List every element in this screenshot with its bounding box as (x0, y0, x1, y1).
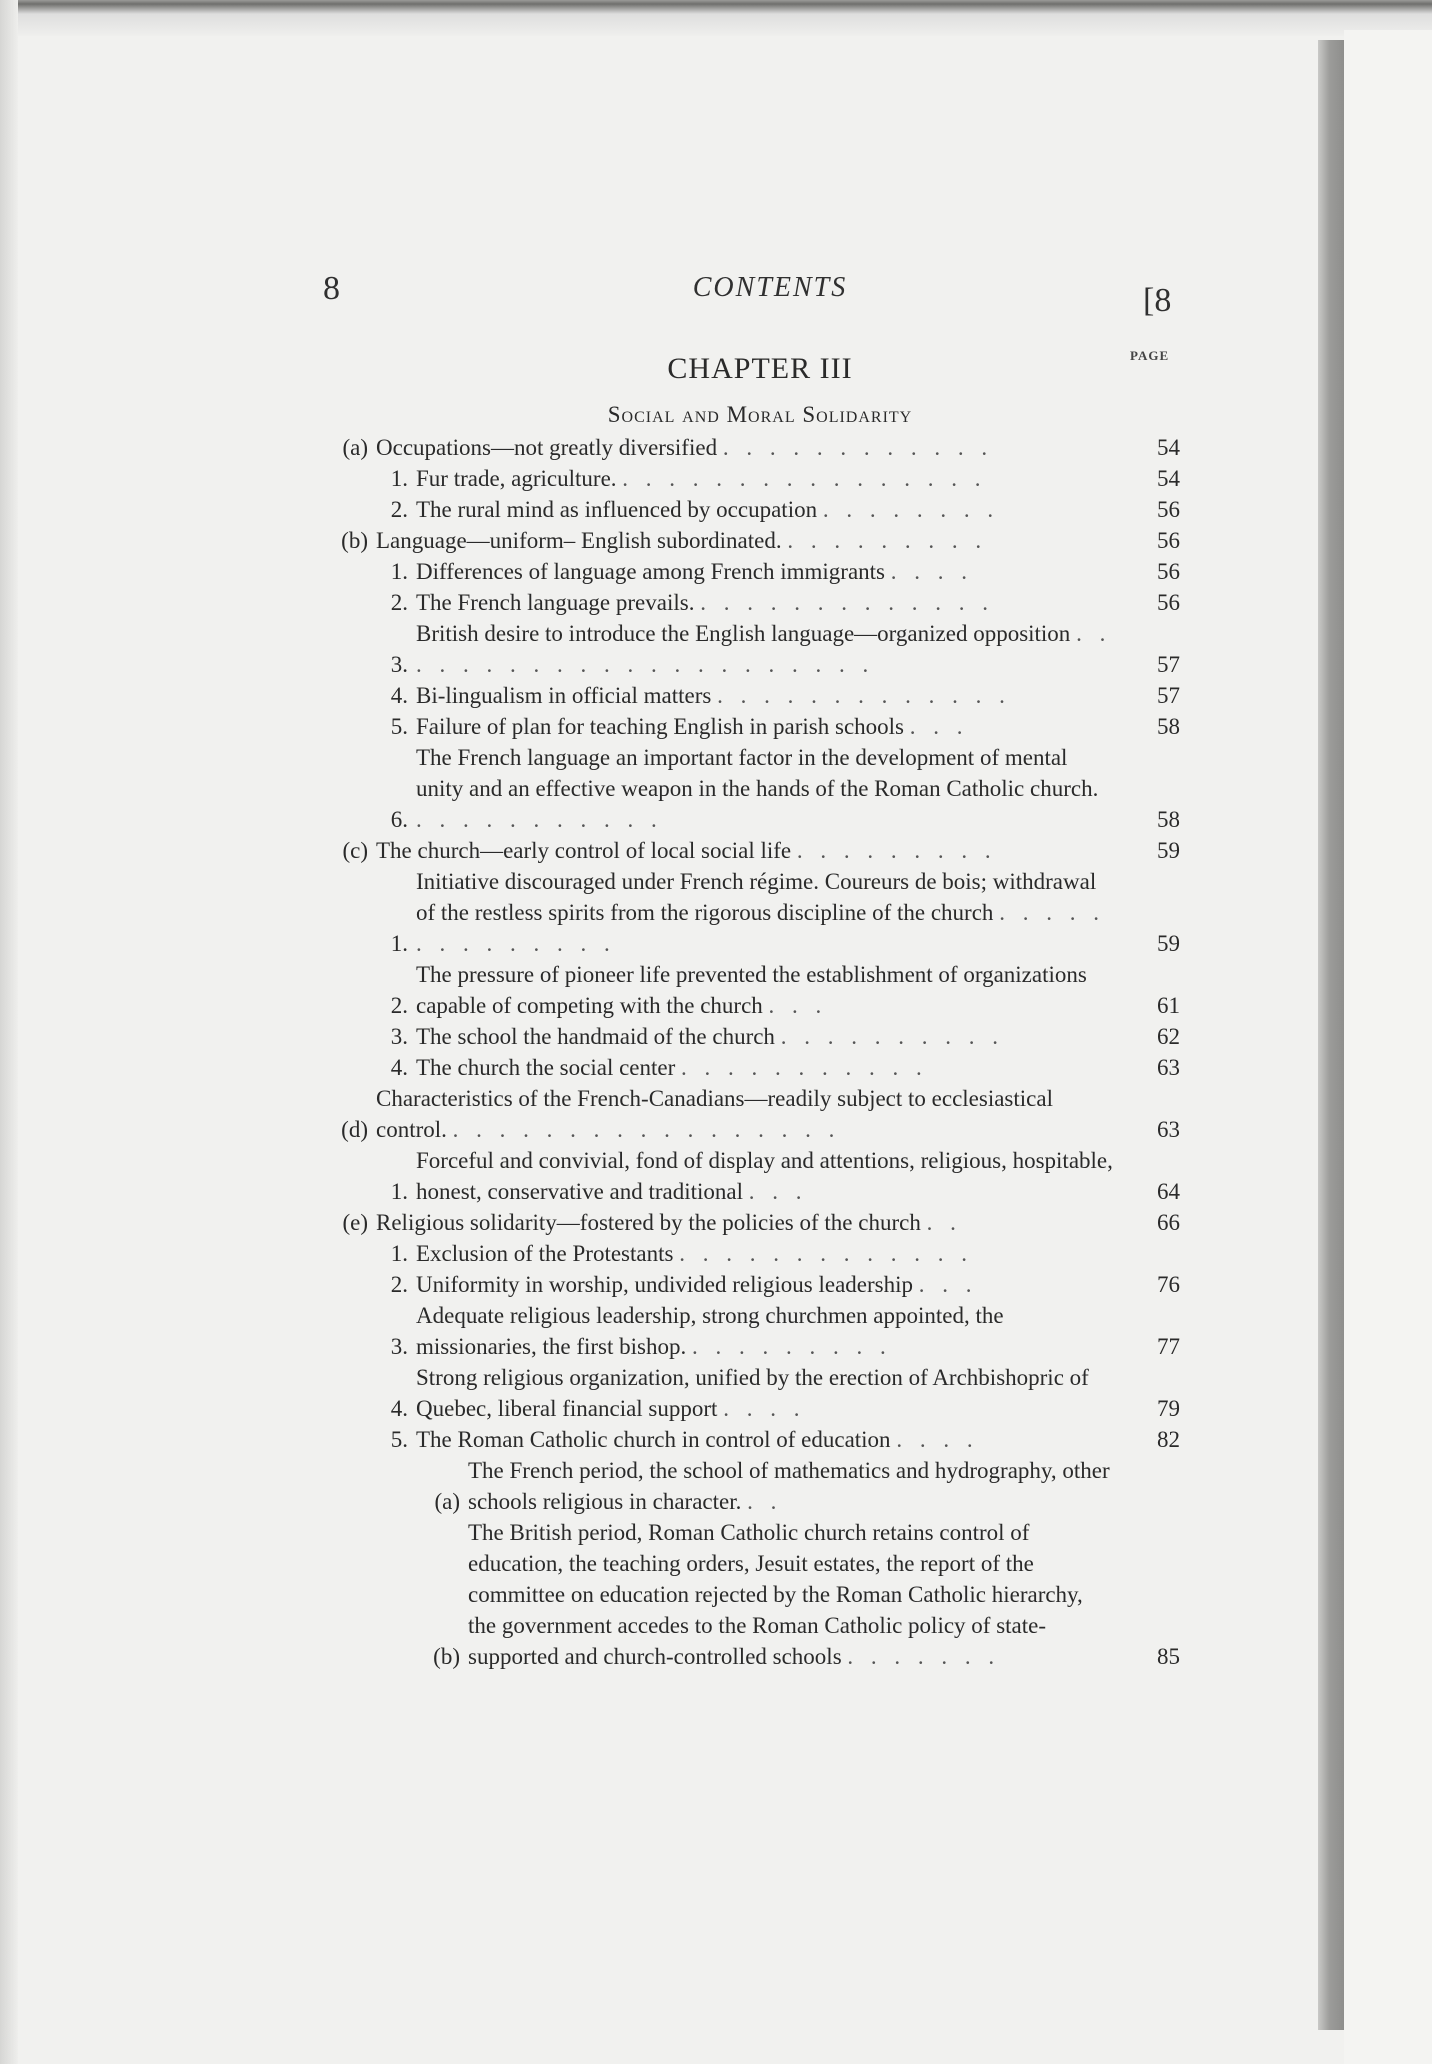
toc-entry-text-wrap (416, 1021, 1114, 1052)
toc-entry-text-wrap (376, 525, 1114, 556)
toc-entry-text-wrap (416, 959, 1114, 1021)
toc-entry-leader: . . . . . . . . (822, 497, 1000, 522)
toc-entry-marker: 5. (390, 1427, 408, 1452)
toc-entry-page: 57 (1157, 652, 1180, 677)
toc-entry-text-wrap (416, 618, 1114, 680)
toc-entry-text-wrap (416, 463, 1114, 494)
toc-entry-leader: . . . . (896, 1427, 979, 1452)
toc-entry-text: Language—uniform– English subordinated. (376, 528, 782, 553)
toc-entry-leader: . . . . . . . . . (691, 1334, 892, 1359)
toc-entry-leader: . . . . (890, 559, 974, 584)
toc-entry-marker: (d) (341, 1117, 368, 1142)
toc-entry (300, 556, 1180, 587)
toc-entry-text: Differences of language among French immigrants (416, 559, 886, 584)
toc-entry-marker: 4. (390, 683, 408, 708)
toc-entry-page: 62 (1157, 1024, 1180, 1049)
toc-entry (300, 1362, 1180, 1424)
toc-entry (300, 866, 1180, 959)
toc-entry-text: The Roman Catholic church in control of education (416, 1427, 891, 1452)
toc-entry-page: 56 (1157, 590, 1180, 615)
page-top-edge (0, 0, 1432, 36)
toc-entry-leader: . . . . . . . . . . . . (722, 435, 994, 460)
toc-entry-leader: . . . (909, 714, 969, 739)
toc-entry-leader: . . . . . . . . . . . . . (717, 683, 1011, 708)
toc-entry-text: Failure of plan for teaching English in parish schools (416, 714, 905, 739)
toc-entry-leader: . . . . . . . . . (796, 838, 997, 863)
toc-entry-page: 63 (1157, 1117, 1180, 1142)
toc-entry-page: 64 (1157, 1179, 1180, 1204)
toc-entry-leader: . . . . . . . . . . . (681, 1055, 928, 1080)
toc-entry-page: 57 (1157, 683, 1180, 708)
toc-entry-text: British desire to introduce the English language—organized opposition (416, 621, 1071, 646)
toc-entry-text-wrap (416, 742, 1114, 835)
toc-entry (300, 1238, 1180, 1269)
toc-entry-text: The church the social center (416, 1055, 676, 1080)
toc-entry-page: 56 (1157, 559, 1180, 584)
toc-entry-page: 56 (1157, 528, 1180, 553)
toc-entry (300, 1083, 1180, 1145)
chapter-title: CHAPTER III (667, 352, 853, 385)
toc-entry-leader: . . . (748, 1179, 808, 1204)
toc-entry-text: The British period, Roman Catholic church retains control of education, the teaching orders, Jesuit estates, the report of the committee on education rejected by the Roman Catholic hierarchy, the government accedes to the Roman Catholic policy of state-supported and church-controlled schools (468, 1520, 1083, 1669)
toc-entry-text-wrap (416, 1300, 1114, 1362)
toc-entry-marker: (e) (342, 1210, 368, 1235)
toc-entry (300, 1052, 1180, 1083)
toc-entry (300, 525, 1180, 556)
running-title: CONTENTS (692, 272, 848, 303)
toc-entry-leader: . . (747, 1489, 783, 1514)
toc-entry-text: Characteristics of the French-Canadians—readily subject to ecclesiastical control. (376, 1086, 1053, 1142)
toc-entry-text-wrap (416, 1269, 1114, 1300)
toc-entry (300, 1300, 1180, 1362)
toc-entry (300, 1269, 1180, 1300)
toc-entry-marker: 2. (390, 993, 408, 1018)
toc-entry-text-wrap (416, 1052, 1114, 1083)
toc-entry-text: The school the handmaid of the church (416, 1024, 775, 1049)
toc-entry-text: Exclusion of the Protestants (416, 1241, 674, 1266)
toc-entry-text-wrap (416, 711, 1114, 742)
toc-entry-page: 58 (1157, 807, 1180, 832)
toc-entry-leader: . . . . . . . . . . . . . . . . . . . . . . (416, 621, 1112, 677)
toc-entry-text-wrap (468, 1517, 1114, 1672)
toc-entry-leader: . . . . . . . . . . . . . . (416, 900, 1105, 956)
page-number: 8 (323, 270, 340, 307)
toc-entry-text-wrap (416, 680, 1114, 711)
toc-entry-text-wrap (416, 866, 1114, 959)
toc-entry (300, 494, 1180, 525)
toc-entry (300, 1021, 1180, 1052)
toc-entry-leader: . . . (918, 1272, 978, 1297)
toc-entry-leader: . . (926, 1210, 962, 1235)
toc-entry-page: 58 (1157, 714, 1180, 739)
toc-entry-text: The rural mind as influenced by occupation (416, 497, 818, 522)
chapter-subtitle: Social and Moral Solidarity (607, 402, 913, 427)
toc-entry-page: 56 (1157, 497, 1180, 522)
toc-entry-leader: . . . . . . . . . . . . . (700, 590, 994, 615)
toc-entry-text: Adequate religious leadership, strong churchmen appointed, the missionaries, the first bishop. (416, 1303, 1004, 1359)
toc-entry-text: The church—early control of local social life (376, 838, 792, 863)
toc-entry-leader: . . . . . . . . . . . . . . . . . (452, 1117, 841, 1142)
toc-entry-marker: 3. (390, 652, 408, 677)
toc-entry-text: Strong religious organization, unified by the erection of Archbishopric of Quebec, liberal financial support (416, 1365, 1089, 1421)
toc-entry-leader: . . . . . . . . . . . . . (679, 1241, 973, 1266)
toc-entry-marker: 4. (390, 1396, 408, 1421)
toc-entry (300, 587, 1180, 618)
toc-entry-marker: (b) (341, 528, 368, 553)
table-of-contents (300, 432, 1180, 1672)
toc-entry (300, 680, 1180, 711)
right-page-mark: [8 (1143, 282, 1172, 319)
toc-entry-text-wrap (416, 587, 1114, 618)
toc-entry-page: 59 (1157, 931, 1180, 956)
toc-entry-marker: 3. (390, 1024, 408, 1049)
toc-entry-page: 61 (1157, 993, 1180, 1018)
toc-entry-text: The French language prevails. (416, 590, 695, 615)
toc-entry-marker: 1. (390, 466, 408, 491)
toc-entry-text: Initiative discouraged under French régime. Coureurs de bois; withdrawal of the restless spirits from the rigorous discipline of the church (416, 869, 1097, 925)
toc-entry-leader: . . . . . . . . . . . (416, 807, 663, 832)
toc-entry-text: Occupations—not greatly diversified (376, 435, 718, 460)
toc-entry-marker: 1. (390, 1241, 408, 1266)
toc-entry-leader: . . . . (723, 1396, 806, 1421)
toc-entry-page: 63 (1157, 1055, 1180, 1080)
toc-entry-text-wrap (468, 1455, 1114, 1517)
toc-entry-text: The French language an important factor in the development of mental unity and an effective weapon in the hands of the Roman Catholic church. (416, 745, 1099, 801)
toc-entry (300, 742, 1180, 835)
toc-entry-marker: 2. (390, 590, 408, 615)
toc-entry-text-wrap (416, 1362, 1114, 1424)
toc-entry (300, 432, 1180, 463)
toc-entry-text-wrap (416, 1145, 1114, 1207)
toc-entry-marker: 1. (390, 1179, 408, 1204)
toc-entry-text: The pressure of pioneer life prevented the establishment of organizations capable of competing with the church (416, 962, 1087, 1018)
toc-entry-marker: 5. (390, 714, 408, 739)
toc-entry (300, 463, 1180, 494)
toc-entry-leader: . . . . . . . . . . . . . . . . (622, 466, 987, 491)
page-column-label: PAGE (1130, 348, 1170, 363)
toc-entry-text: Religious solidarity—fostered by the policies of the church (376, 1210, 921, 1235)
toc-entry-text: Uniformity in worship, undivided religious leadership (416, 1272, 913, 1297)
page-binding-shadow (1318, 40, 1344, 2030)
toc-entry-page: 82 (1157, 1427, 1180, 1452)
toc-entry-leader: . . . . . . . . . . (780, 1024, 1004, 1049)
toc-entry (300, 835, 1180, 866)
toc-entry-leader: . . . . . . . (847, 1644, 1001, 1669)
toc-entry-marker: 1. (390, 559, 408, 584)
toc-entry-text-wrap (416, 494, 1114, 525)
toc-entry (300, 711, 1180, 742)
toc-entry-text: Bi-lingualism in official matters (416, 683, 712, 708)
toc-entry-page: 76 (1157, 1272, 1180, 1297)
toc-entry-leader: . . . (768, 993, 828, 1018)
toc-entry-page: 85 (1157, 1644, 1180, 1669)
toc-entry (300, 1517, 1180, 1672)
toc-entry-text: Forceful and convivial, fond of display and attentions, religious, hospitable, honest, conservative and traditional (416, 1148, 1113, 1204)
toc-entry (300, 1455, 1180, 1517)
toc-entry-marker: 6. (390, 807, 408, 832)
toc-entry-marker: (a) (434, 1489, 460, 1514)
toc-entry-marker: 2. (390, 1272, 408, 1297)
toc-entry-text-wrap (416, 1238, 1114, 1269)
toc-entry (300, 959, 1180, 1021)
toc-entry (300, 1145, 1180, 1207)
toc-entry-page: 54 (1157, 466, 1180, 491)
toc-entry (300, 618, 1180, 680)
toc-entry-page: 77 (1157, 1334, 1180, 1359)
toc-entry-marker: 2. (390, 497, 408, 522)
toc-entry-page: 59 (1157, 838, 1180, 863)
toc-entry-text-wrap (416, 1424, 1114, 1455)
toc-entry (300, 1424, 1180, 1455)
toc-entry-page: 79 (1157, 1396, 1180, 1421)
toc-entry-marker: (a) (342, 435, 368, 460)
toc-entry-marker: 4. (390, 1055, 408, 1080)
toc-entry-text-wrap (376, 835, 1114, 866)
toc-entry-text: Fur trade, agriculture. (416, 466, 617, 491)
toc-entry-text-wrap (376, 1207, 1114, 1238)
toc-entry-text-wrap (376, 432, 1114, 463)
toc-entry-marker: 3. (390, 1334, 408, 1359)
page-left-edge (0, 0, 18, 2064)
toc-entry (300, 1207, 1180, 1238)
toc-entry-marker: 1. (390, 931, 408, 956)
toc-entry-leader: . . . . . . . . . (787, 528, 988, 553)
toc-entry-page: 54 (1157, 435, 1180, 460)
toc-entry-text-wrap (376, 1083, 1114, 1145)
page-right-margin (1344, 30, 1432, 2064)
toc-entry-page: 66 (1157, 1210, 1180, 1235)
toc-entry-text-wrap (416, 556, 1114, 587)
toc-entry-text: The French period, the school of mathematics and hydrography, other schools religious in character. (468, 1458, 1110, 1514)
toc-entry-marker: (b) (433, 1644, 460, 1669)
toc-entry-marker: (c) (342, 838, 368, 863)
